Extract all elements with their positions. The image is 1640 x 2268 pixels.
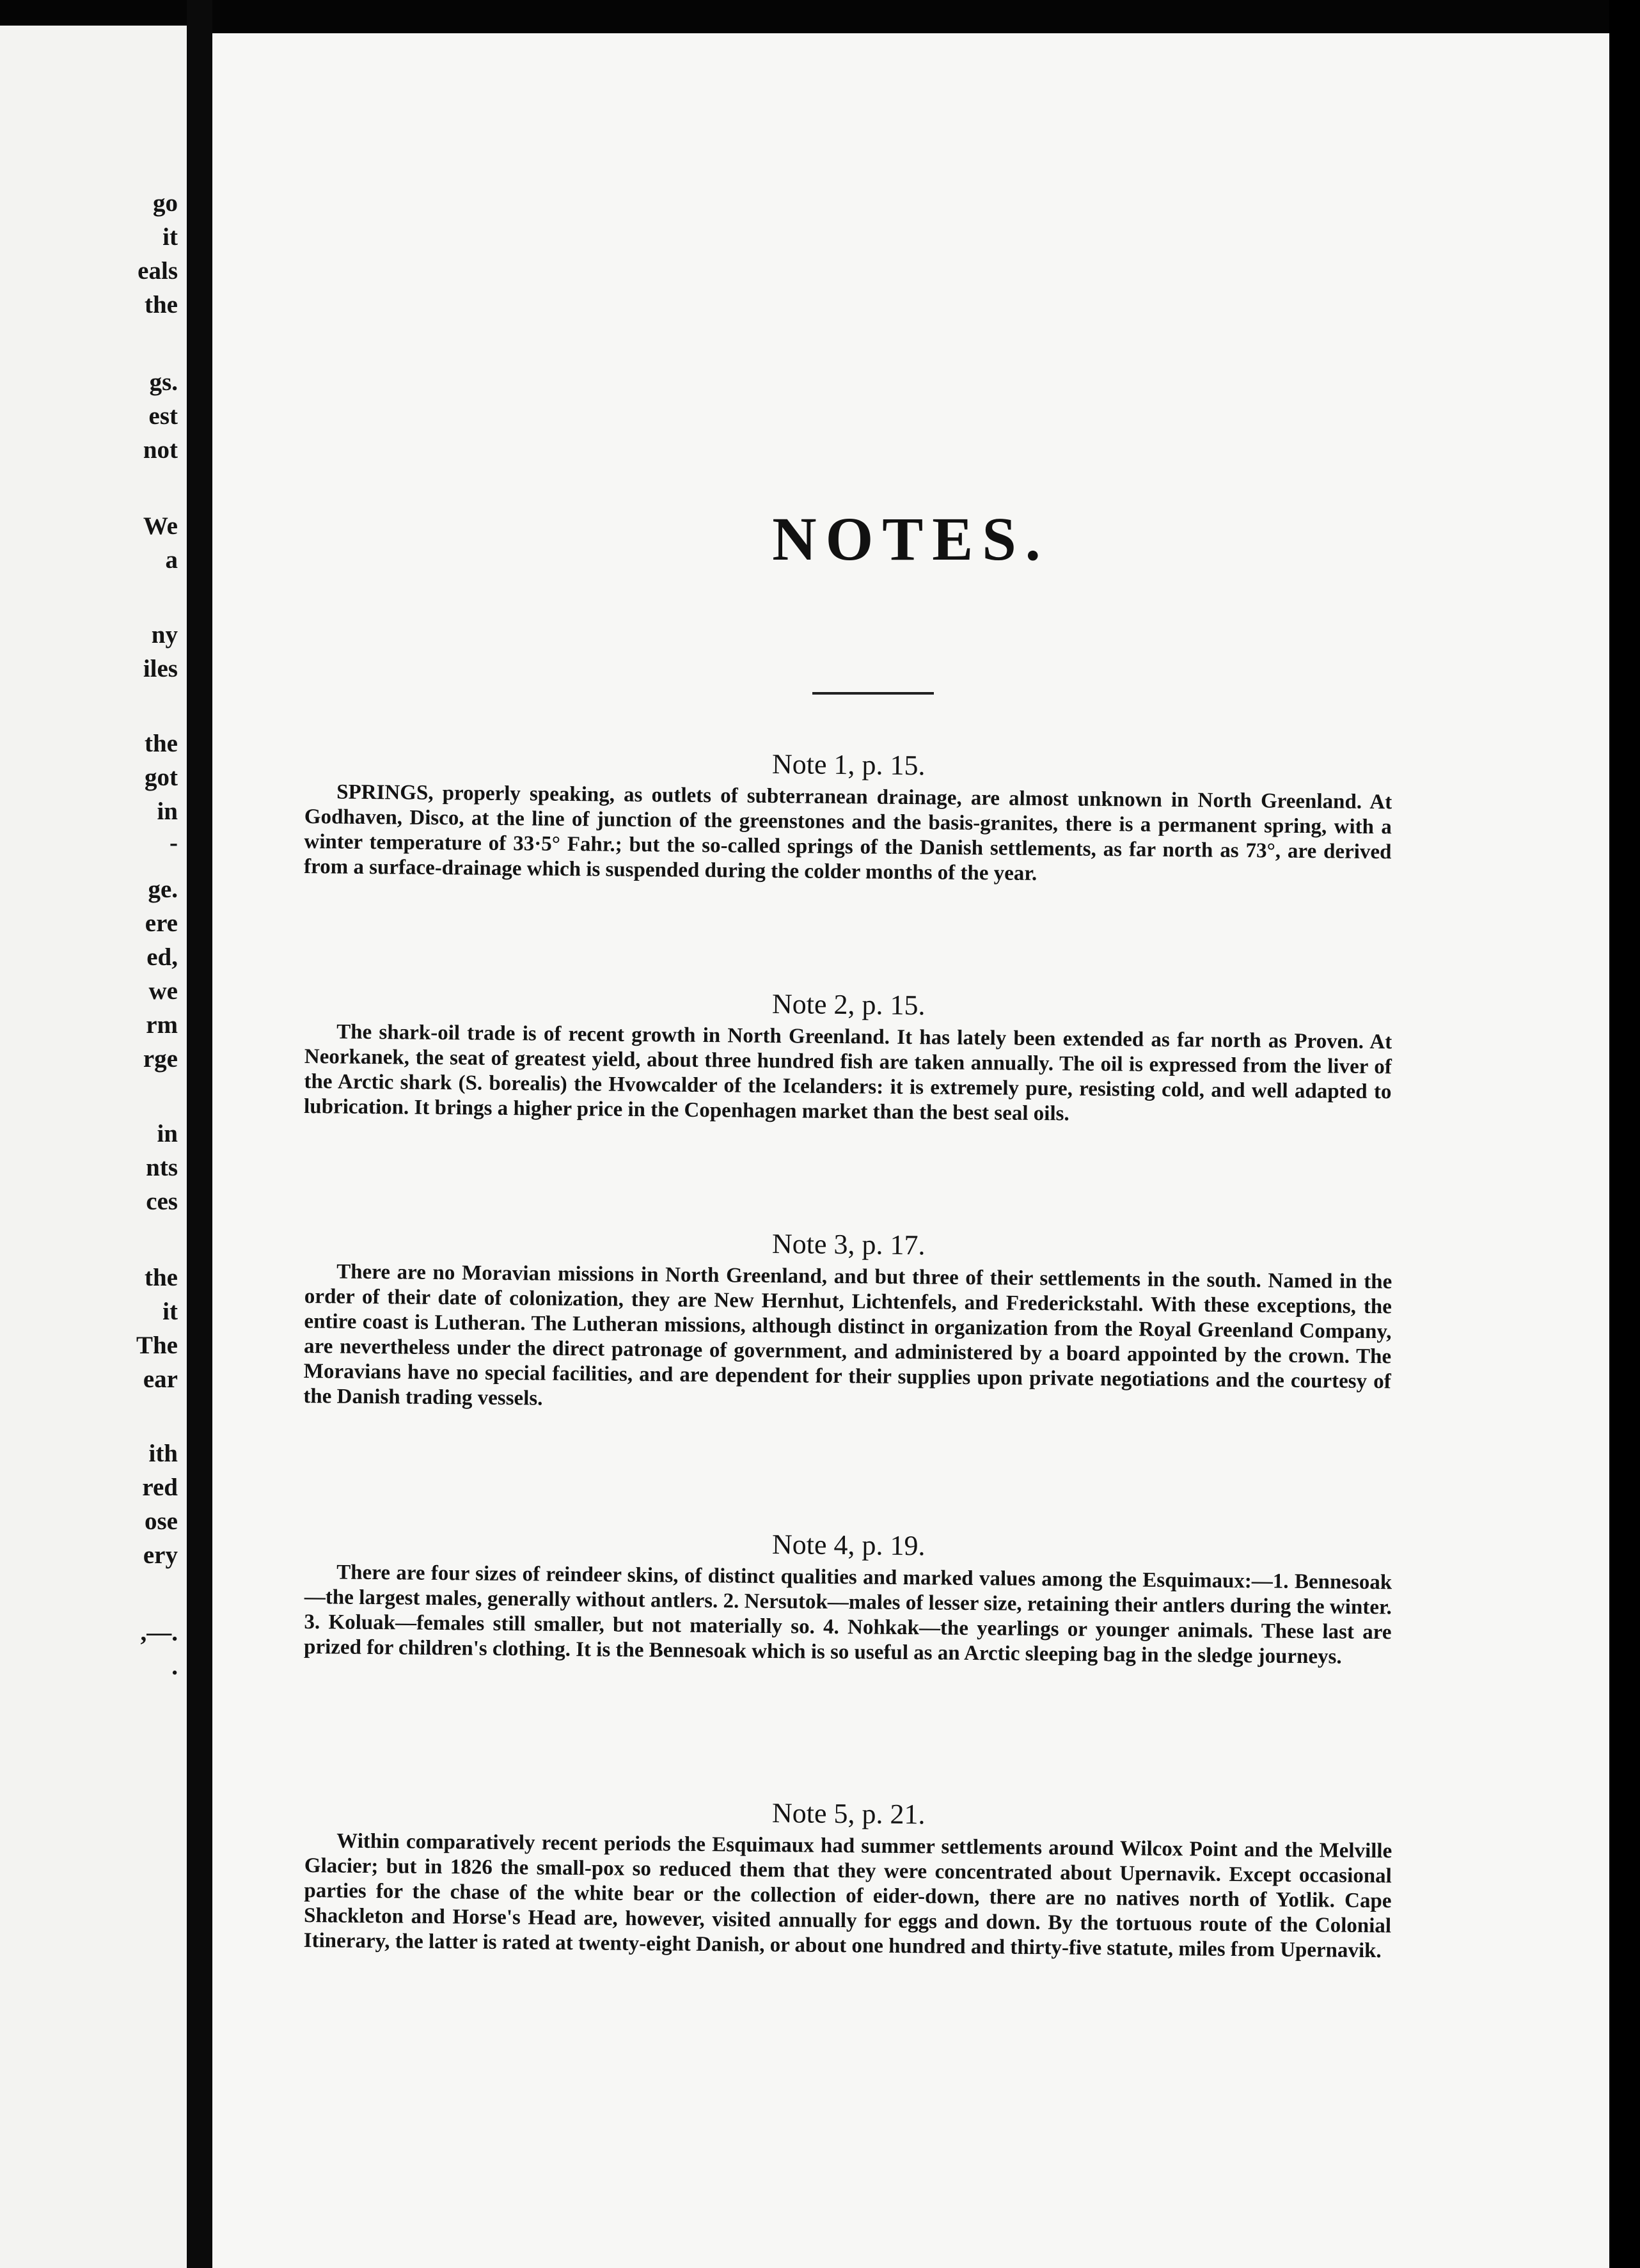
facing-page-fragment: it: [162, 223, 178, 251]
facing-page-fragment: we: [148, 977, 178, 1005]
facing-page-fragment: ny: [151, 621, 178, 649]
book-gutter: [187, 0, 212, 2268]
page-heading: NOTES.: [772, 505, 1050, 573]
note-body: SPRINGS, properly speaking, as outlets of subterranean drainage, are almost unknown in North Greenland. At Godhaven, Disco, at the line of junction of the greenstones and the basis-granites, there is a permanent spring, with a winter temperature of 33·5° Fahr.; but the so-called springs of the Danish settlements, as far north as 73°, are derived from a surface-drainage which is suspended during the colder months of the year.: [303, 780, 1392, 885]
facing-page-fragment: nts: [146, 1154, 178, 1181]
facing-page-fragment: ear: [143, 1366, 178, 1393]
facing-page-fragment: ith: [148, 1440, 178, 1467]
facing-page-fragment: The: [136, 1332, 178, 1359]
facing-page-fragment: a: [165, 546, 178, 574]
facing-page-edge: [0, 26, 187, 2268]
facing-page-fragment: iles: [143, 655, 178, 682]
facing-page-fragment: rm: [146, 1011, 178, 1039]
facing-page-fragment: not: [143, 436, 178, 464]
facing-page-fragment: ,—.: [140, 1619, 178, 1646]
note-title: Note 2, p. 15.: [771, 988, 926, 1021]
facing-page-fragment: ed,: [146, 943, 178, 971]
note-1: [304, 743, 1392, 890]
facing-page-fragment: in: [157, 798, 178, 825]
note-body: Within comparatively recent periods the Esquimaux had summer settlements around Wilcox Point and the Melville Glacier; but in 1826 the small-pox so reduced them that they were concentrated about Upernavik. Except occasional parties for the chase of the white bear or the collection of eider-down, there are no natives north of Yotlik. Cape Shackleton and Horse's Head are, however, visited annually for eggs and down. By the tortuous route of the Colonial Itinerary, the latter is rated at twenty-eight Danish, or about one hundred and thirty-five statute, miles from Upernavik.: [303, 1829, 1392, 1963]
facing-page-fragment: ge.: [148, 876, 178, 903]
facing-page-fragment: rge: [143, 1045, 178, 1073]
note-2: [304, 983, 1392, 1130]
facing-page-fragment: it: [162, 1298, 178, 1325]
note-body: The shark-oil trade is of recent growth in North Greenland. It has lately been extended as far north as Proven. At Neorkanek, the seat of greatest yield, about three hundred fish are taken annually. The oil is expressed from the liver of the Arctic shark (S. borealis) the Hvowcalder of the Icelanders: it is extremely pure, resisting cold, and well adapted to lubrication. It brings a higher price in the Copenhagen market than the best seal oils.: [303, 1020, 1392, 1126]
note-4: [304, 1524, 1392, 1670]
note-5: [304, 1792, 1392, 1964]
note-3: [303, 1223, 1392, 1419]
notes-page: [212, 33, 1609, 2268]
facing-page-fragment: est: [148, 402, 178, 430]
facing-page-fragment: in: [157, 1120, 178, 1147]
note-body: There are no Moravian missions in North Greenland, and but three of their settlements in the south. Named in the order of their date of colonization, they are New Hernhut, Lichtenfels, and Frederickstahl. With these exceptions, the entire coast is Lutheran. The Lutheran missions, although distinct in organization from the Royal Greenland Company, are nevertheless under the direct patronage of government, and administered by a board appointed by the crown. The Moravians have no special facilities, and are dependent for their supplies upon private negotiations and the courtesy of the Danish trading vessels.: [303, 1260, 1392, 1410]
heading-rule: [812, 692, 934, 695]
note-title: Note 1, p. 15.: [771, 748, 926, 782]
facing-page-fragment: gs.: [149, 368, 178, 396]
facing-page-fragment: the: [145, 1264, 178, 1291]
facing-page-fragment: eals: [138, 257, 178, 285]
facing-page-fragment: the: [145, 291, 178, 319]
note-body: There are four sizes of reindeer skins, of distinct qualities and marked values among the Esquimaux:—1. Bennesoak—the largest males, generally without antlers. 2. Nersutok—males of lesser size, retaining their antlers during the winter. 3. Koluak—females still smaller, but not materially so. 4. Nohkak—the yearlings or younger animals. These last are prized for children's clothing. It is the Bennesoak which is so useful as an Arctic sleeping bag in the sledge journeys.: [303, 1561, 1392, 1669]
facing-page-fragment: ces: [146, 1188, 178, 1215]
facing-page-fragment: We: [143, 512, 178, 540]
scan-border: [1609, 0, 1640, 2268]
facing-page-fragment: ery: [143, 1541, 178, 1569]
note-title: Note 5, p. 21.: [771, 1797, 926, 1831]
facing-page-fragment: -: [170, 829, 178, 856]
facing-page-fragment: got: [145, 764, 178, 791]
note-title: Note 3, p. 17.: [771, 1228, 926, 1261]
facing-page-fragment: .: [171, 1653, 178, 1680]
note-title: Note 4, p. 19.: [771, 1529, 926, 1562]
facing-page-fragment: the: [145, 730, 178, 757]
facing-page-fragment: ere: [145, 910, 178, 937]
facing-page-fragment: ose: [145, 1508, 178, 1535]
facing-page-fragment: red: [142, 1474, 178, 1501]
facing-page-fragment: go: [153, 189, 178, 217]
